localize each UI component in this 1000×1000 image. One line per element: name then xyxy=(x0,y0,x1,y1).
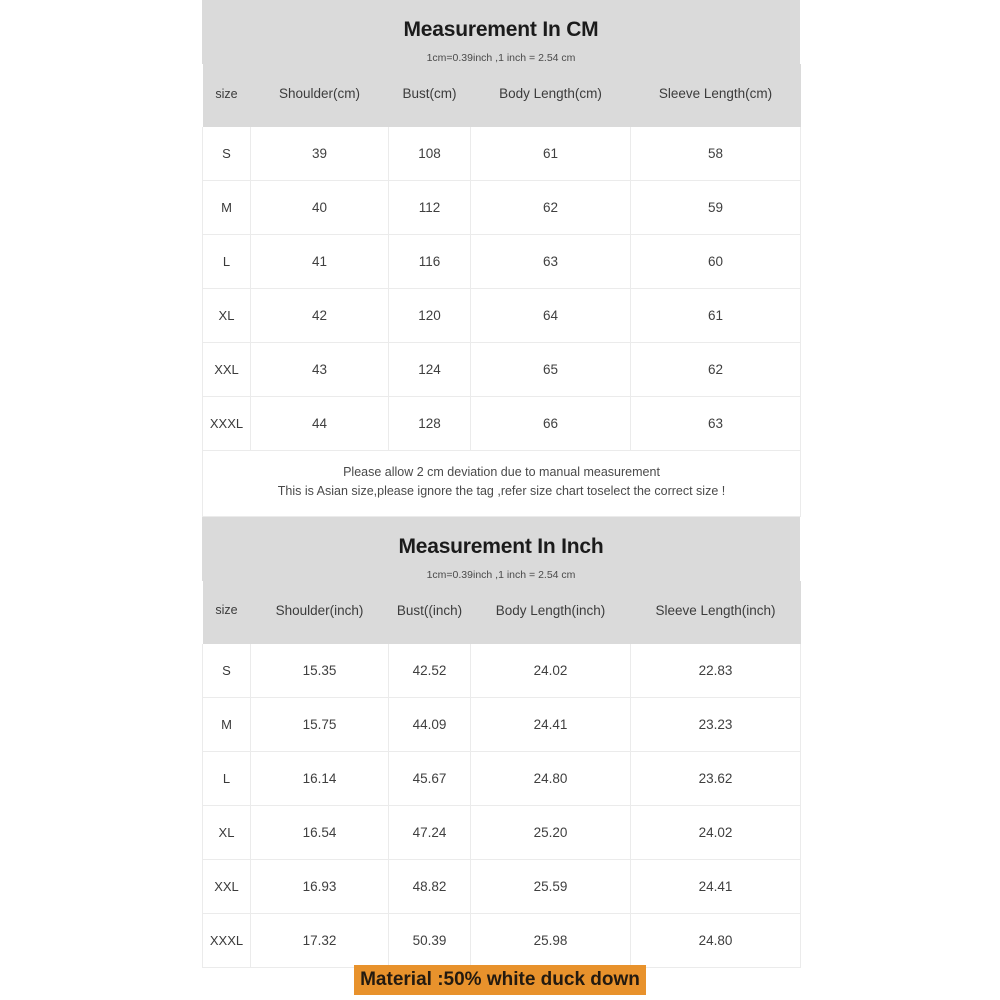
note-line-asian-size: This is Asian size,please ignore the tag ,refer size chart toselect the correct size ! xyxy=(277,484,726,499)
cell-sleeve-length: 23.23 xyxy=(631,697,801,751)
cell-sleeve-length: 24.41 xyxy=(631,859,801,913)
table-header-row-cm xyxy=(203,64,801,127)
cell-body-length: 24.41 xyxy=(471,697,631,751)
cell-shoulder: 15.35 xyxy=(251,644,389,698)
cell-bust: 108 xyxy=(389,127,471,181)
cell-body-length: 24.02 xyxy=(471,644,631,698)
cell-bust: 120 xyxy=(389,289,471,343)
cell-bust: 42.52 xyxy=(389,644,471,698)
cell-bust: 116 xyxy=(389,235,471,289)
cell-sleeve-length: 24.02 xyxy=(631,805,801,859)
table-row xyxy=(203,397,801,451)
cell-shoulder: 16.14 xyxy=(251,751,389,805)
column-header-shoulder: Shoulder(inch) xyxy=(251,581,389,644)
cell-size: S xyxy=(203,127,251,181)
footer-banner xyxy=(0,965,1000,995)
table-row xyxy=(203,859,801,913)
cell-size: XXXL xyxy=(203,913,251,967)
note-line-deviation: Please allow 2 cm deviation due to manual measurement xyxy=(343,465,660,479)
cell-body-length: 66 xyxy=(471,397,631,451)
section-header-inch xyxy=(202,517,800,581)
table-row xyxy=(203,913,801,967)
size-table-cm xyxy=(202,64,801,517)
column-header-sleeve-length: Sleeve Length(inch) xyxy=(631,581,801,644)
cell-sleeve-length: 63 xyxy=(631,397,801,451)
cell-body-length: 24.80 xyxy=(471,751,631,805)
material-badge: Material :50% white duck down xyxy=(354,965,646,995)
column-header-body-length: Body Length(cm) xyxy=(471,64,631,127)
cell-bust: 124 xyxy=(389,343,471,397)
section-subtitle-cm: 1cm=0.39inch ,1 inch = 2.54 cm xyxy=(426,52,576,64)
cell-body-length: 25.59 xyxy=(471,859,631,913)
cell-shoulder: 15.75 xyxy=(251,697,389,751)
cell-size: XXL xyxy=(203,859,251,913)
cell-shoulder: 39 xyxy=(251,127,389,181)
cell-shoulder: 16.54 xyxy=(251,805,389,859)
cell-body-length: 63 xyxy=(471,235,631,289)
cell-size: XXXL xyxy=(203,397,251,451)
table-row xyxy=(203,751,801,805)
table-row xyxy=(203,805,801,859)
cell-shoulder: 40 xyxy=(251,181,389,235)
size-table-inch xyxy=(202,581,801,968)
cell-sleeve-length: 60 xyxy=(631,235,801,289)
section-header-cm xyxy=(202,0,800,64)
section-subtitle-inch: 1cm=0.39inch ,1 inch = 2.54 cm xyxy=(426,568,576,581)
table-row xyxy=(203,343,801,397)
cell-sleeve-length: 61 xyxy=(631,289,801,343)
cell-bust: 112 xyxy=(389,181,471,235)
column-header-size: size xyxy=(203,64,251,127)
cell-size: M xyxy=(203,697,251,751)
cell-bust: 47.24 xyxy=(389,805,471,859)
cell-size: XXL xyxy=(203,343,251,397)
table-row xyxy=(203,181,801,235)
table-row xyxy=(203,697,801,751)
table-row xyxy=(203,235,801,289)
column-header-bust: Bust((inch) xyxy=(389,581,471,644)
cell-shoulder: 17.32 xyxy=(251,913,389,967)
section-title-cm: Measurement In CM xyxy=(403,18,599,41)
table-row xyxy=(203,289,801,343)
cell-body-length: 64 xyxy=(471,289,631,343)
cell-size: XL xyxy=(203,289,251,343)
table-row xyxy=(203,644,801,698)
cell-sleeve-length: 62 xyxy=(631,343,801,397)
cell-sleeve-length: 22.83 xyxy=(631,644,801,698)
table-header-row-inch xyxy=(203,581,801,644)
column-header-body-length: Body Length(inch) xyxy=(471,581,631,644)
section-title-inch: Measurement In Inch xyxy=(398,534,604,558)
column-header-bust: Bust(cm) xyxy=(389,64,471,127)
size-chart-container xyxy=(202,0,800,968)
cell-sleeve-length: 59 xyxy=(631,181,801,235)
cell-size: L xyxy=(203,235,251,289)
cell-shoulder: 42 xyxy=(251,289,389,343)
cell-body-length: 25.20 xyxy=(471,805,631,859)
cell-shoulder: 44 xyxy=(251,397,389,451)
cell-size: XL xyxy=(203,805,251,859)
column-header-shoulder: Shoulder(cm) xyxy=(251,64,389,127)
cell-shoulder: 41 xyxy=(251,235,389,289)
column-header-sleeve-length: Sleeve Length(cm) xyxy=(631,64,801,127)
cell-bust: 50.39 xyxy=(389,913,471,967)
cell-bust: 128 xyxy=(389,397,471,451)
cell-shoulder: 16.93 xyxy=(251,859,389,913)
cell-size: L xyxy=(203,751,251,805)
cell-body-length: 25.98 xyxy=(471,913,631,967)
cell-size: M xyxy=(203,181,251,235)
cell-sleeve-length: 23.62 xyxy=(631,751,801,805)
column-header-size: size xyxy=(203,581,251,644)
cell-size: S xyxy=(203,644,251,698)
table-note-row xyxy=(203,451,801,517)
cell-bust: 44.09 xyxy=(389,697,471,751)
cell-body-length: 62 xyxy=(471,181,631,235)
cell-bust: 45.67 xyxy=(389,751,471,805)
cell-body-length: 65 xyxy=(471,343,631,397)
cell-bust: 48.82 xyxy=(389,859,471,913)
cell-body-length: 61 xyxy=(471,127,631,181)
note-cell xyxy=(203,451,801,517)
cell-sleeve-length: 24.80 xyxy=(631,913,801,967)
cell-shoulder: 43 xyxy=(251,343,389,397)
cell-sleeve-length: 58 xyxy=(631,127,801,181)
table-row xyxy=(203,127,801,181)
